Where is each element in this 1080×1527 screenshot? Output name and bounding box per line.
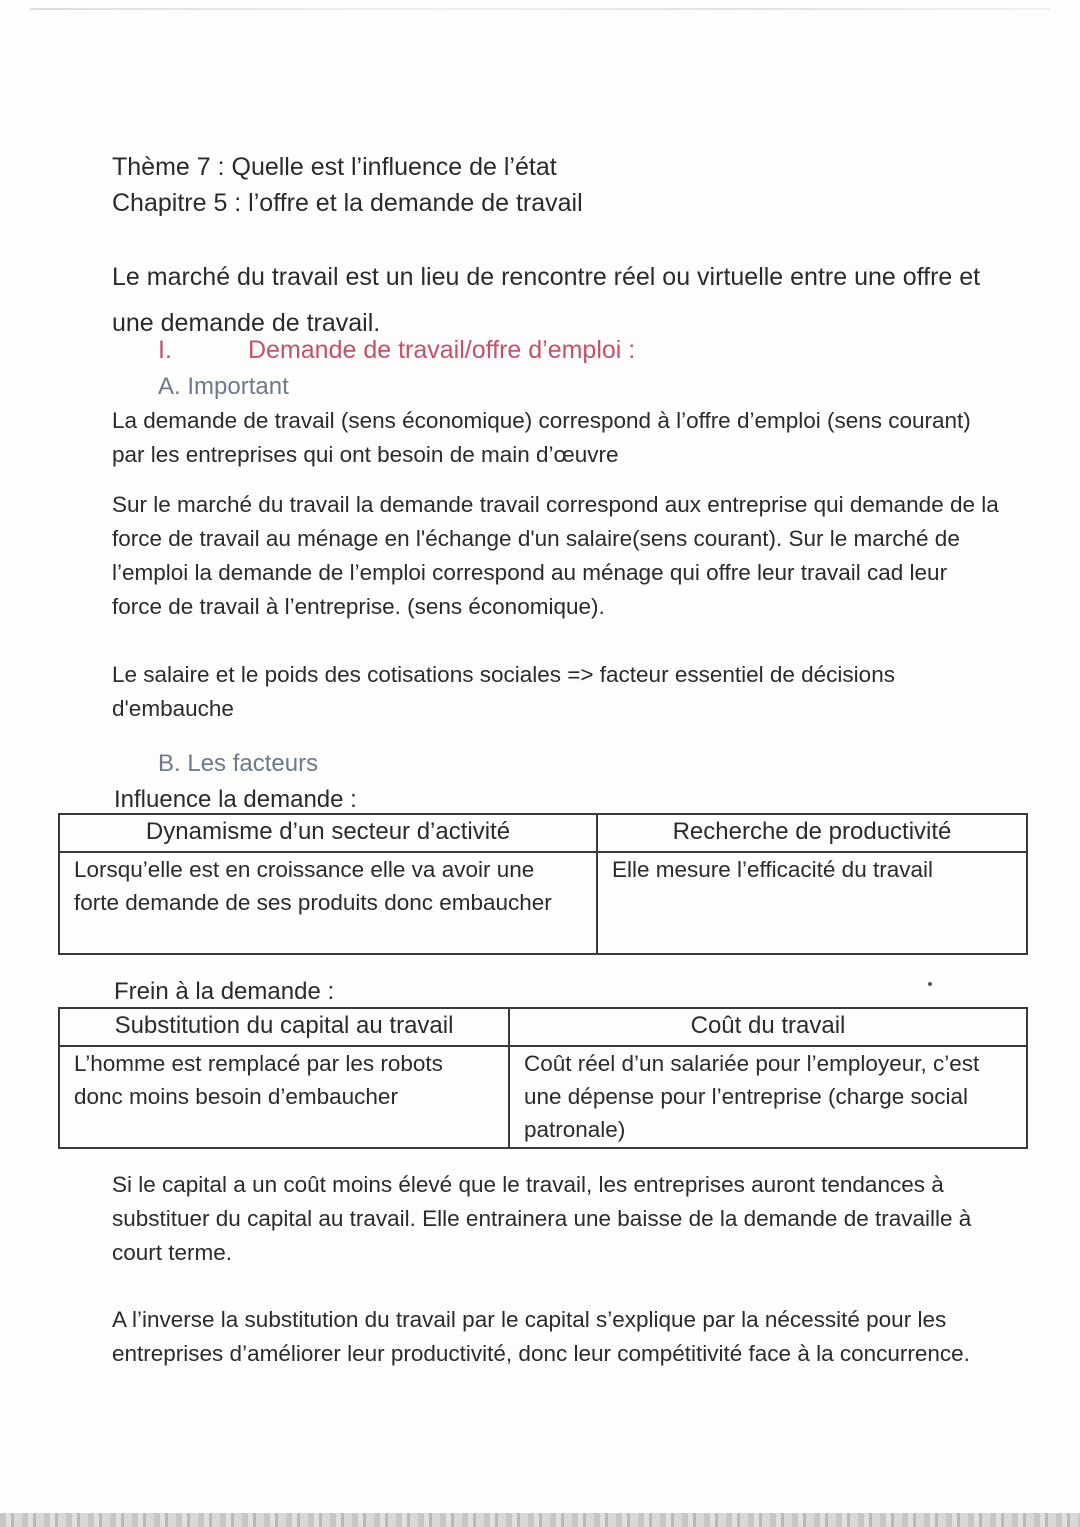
- table-cell: Elle mesure l’efficacité du travail: [597, 852, 1027, 954]
- theme-title: Thème 7 : Quelle est l’influence de l’état: [112, 153, 557, 181]
- table-header: Coût du travail: [509, 1008, 1027, 1046]
- table-header: Dynamisme d’un secteur d’activité: [59, 814, 597, 852]
- table2-caption: Frein à la demande :: [114, 978, 335, 1005]
- section-number: I.: [158, 336, 172, 364]
- subheading-b: [158, 750, 318, 778]
- table-row: [59, 852, 1027, 954]
- subheading-a: [158, 373, 289, 401]
- subheading-a-label: A.: [158, 373, 181, 400]
- table-row: [59, 814, 1027, 852]
- table-influence-demande: [58, 813, 1028, 955]
- paragraph-productivity: A l’inverse la substitution du travail par le capital s’explique par la nécessité pour les entreprises d’améliorer leur productivité, donc leur compétitivité face à la concurrence.: [112, 1307, 970, 1366]
- subheading-a-title: Important: [187, 373, 289, 400]
- paragraph-demand-definition: La demande de travail (sens économique) correspond à l’offre d’emploi (sens courant) par les entreprises qui ont besoin de main d’œuvre: [112, 408, 971, 467]
- section-heading-1: [158, 336, 635, 365]
- table-row: [59, 1046, 1027, 1148]
- table1-caption: Influence la demande :: [114, 786, 357, 813]
- table-row: [59, 1008, 1027, 1046]
- section-title: Demande de travail/offre d’emploi :: [248, 336, 636, 364]
- paragraph-capital-substitution: Si le capital a un coût moins élevé que le travail, les entreprises auront tendances à substituer du capital au travail. Elle entrainera une baisse de la demande de travaille à court terme.: [112, 1172, 972, 1265]
- table-cell: L’homme est remplacé par les robots donc moins besoin d’embaucher: [59, 1046, 509, 1148]
- scan-bottom-edge: [0, 1513, 1080, 1527]
- subheading-b-label: B.: [158, 750, 181, 777]
- paragraph-market-explanation: Sur le marché du travail la demande travail correspond aux entreprise qui demande de la force de travail au ménage en l'échange d'un salaire(sens courant). Sur le marché de l’emploi la demande de l’emploi correspond au ménage qui offre leur travail cad leur force de travail à l’entreprise. (sens économique).: [112, 492, 999, 619]
- table-header: Recherche de productivité: [597, 814, 1027, 852]
- scan-top-edge: [30, 8, 1050, 10]
- paragraph-salary-factor: Le salaire et le poids des cotisations sociales => facteur essentiel de décisions d'embauche: [112, 662, 895, 721]
- subheading-b-title: Les facteurs: [187, 750, 319, 777]
- intro-paragraph: Le marché du travail est un lieu de rencontre réel ou virtuelle entre une offre et une demande de travail.: [112, 263, 981, 337]
- table-cell: Lorsqu’elle est en croissance elle va avoir une forte demande de ses produits donc embaucher: [59, 852, 597, 954]
- table-header: Substitution du capital au travail: [59, 1008, 509, 1046]
- table-frein-demande: [58, 1007, 1028, 1149]
- chapter-title: Chapitre 5 : l’offre et la demande de travail: [112, 189, 583, 217]
- scan-speck: [928, 982, 932, 986]
- table-cell: Coût réel d’un salariée pour l’employeur, c’est une dépense pour l’entreprise (charge social patronale): [509, 1046, 1027, 1148]
